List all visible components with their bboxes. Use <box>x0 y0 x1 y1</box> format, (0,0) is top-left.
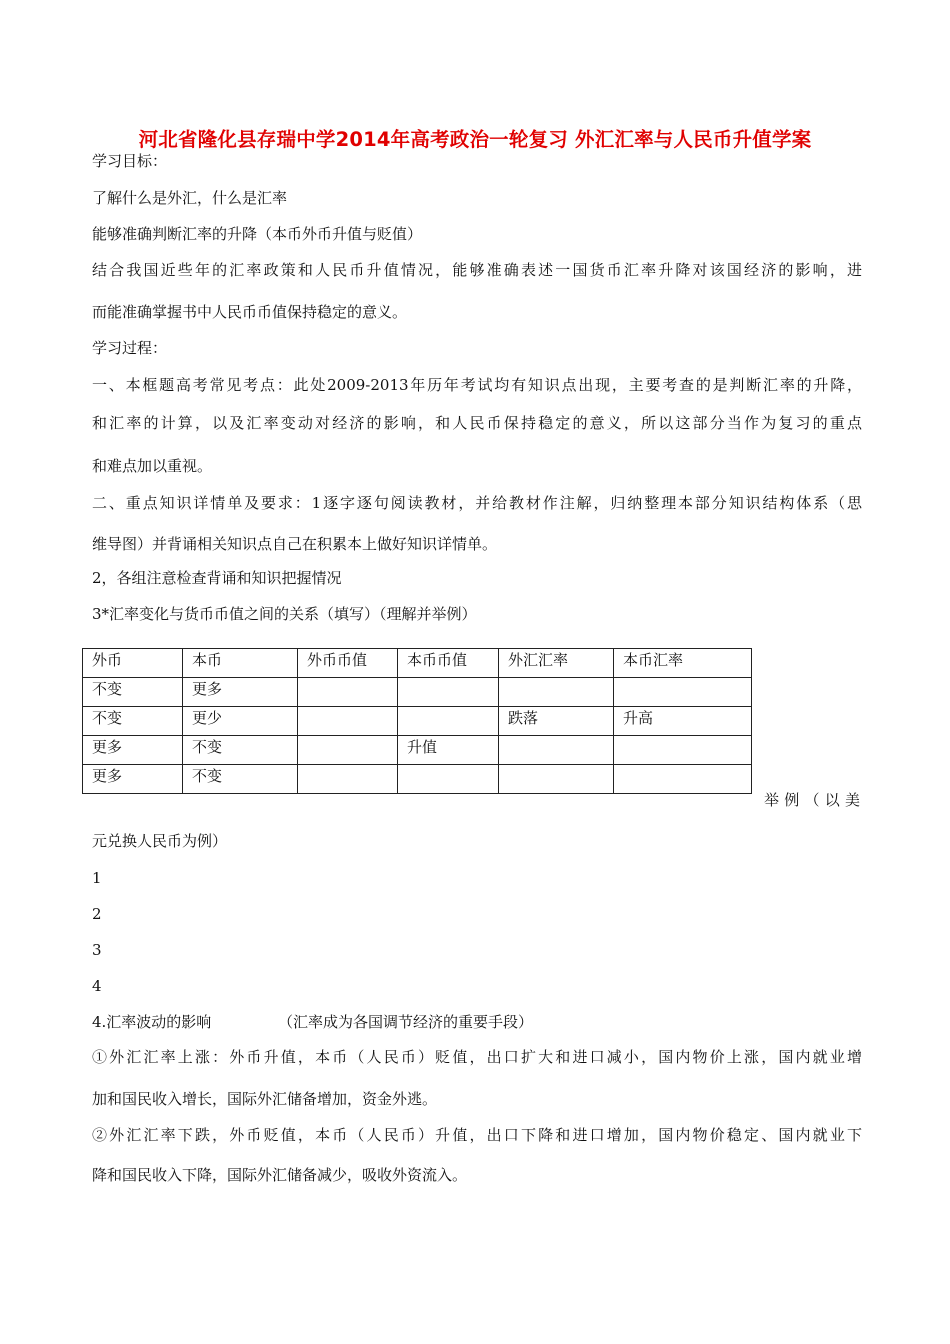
table-cell <box>614 736 752 765</box>
exchange-rate-table <box>82 648 752 794</box>
table-header-cell: 外币币值 <box>298 649 398 678</box>
table-cell: 更多 <box>83 736 183 765</box>
goal-item-3: 结合我国近些年的汇率政策和人民币升值情况，能够准确表述一国货币汇率升降对该国经济的影响，进 <box>92 261 862 279</box>
table-cell <box>398 765 499 794</box>
example-label: 举例（以美 <box>764 791 860 809</box>
table-cell: 更少 <box>183 707 298 736</box>
table-header-cell: 本币汇率 <box>614 649 752 678</box>
part1-line-2: 和汇率的计算，以及汇率变动对经济的影响，和人民币保持稳定的意义，所以这部分当作为复习的重点 <box>92 414 862 432</box>
table-cell <box>499 678 614 707</box>
goal-item-3-cont: 而能准确掌握书中人民币币值保持稳定的意义。 <box>92 303 408 321</box>
table-cell: 不变 <box>183 765 298 794</box>
table-header-row <box>83 649 752 678</box>
table-cell: 不变 <box>83 707 183 736</box>
table-cell: 升值 <box>398 736 499 765</box>
example-number-2: 2 <box>92 905 102 923</box>
table-cell <box>298 765 398 794</box>
table-row <box>83 678 752 707</box>
table-cell: 升高 <box>614 707 752 736</box>
example-label-cont: 元兑换人民币为例） <box>92 832 228 850</box>
table-cell <box>499 765 614 794</box>
table-header-cell: 外币 <box>83 649 183 678</box>
table-row <box>83 736 752 765</box>
goals-heading: 学习目标： <box>92 152 168 170</box>
section4-note: （汇率成为各国调节经济的重要手段） <box>278 1013 534 1031</box>
table-cell <box>614 678 752 707</box>
table-cell <box>614 765 752 794</box>
effect-1-line-1: ①外汇汇率上涨：外币升值，本币（人民币）贬值，出口扩大和进口减小，国内物价上涨，国内就业增 <box>92 1048 862 1066</box>
table-cell: 跌落 <box>499 707 614 736</box>
table-cell <box>298 736 398 765</box>
process-heading: 学习过程： <box>92 339 168 357</box>
table-cell <box>298 678 398 707</box>
effect-2-line-1: ②外汇汇率下跌，外币贬值，本币（人民币）升值，出口下降和进口增加，国内物价稳定、国内就业下 <box>92 1126 862 1144</box>
table-header-cell: 外汇汇率 <box>499 649 614 678</box>
table-cell <box>398 678 499 707</box>
table-cell <box>398 707 499 736</box>
section4-heading: 4.汇率波动的影响 <box>92 1013 212 1031</box>
document-title: 河北省隆化县存瑞中学2014年高考政治一轮复习 外汇汇率与人民币升值学案 <box>138 128 812 151</box>
table-header-cell: 本币币值 <box>398 649 499 678</box>
table-row <box>83 765 752 794</box>
part1-line-1: 一、本框题高考常见考点：此处2009-2013年历年考试均有知识点出现，主要考查的是判断汇率的升降， <box>92 376 862 394</box>
step-2: 2，各组注意检查背诵和知识把握情况 <box>92 569 342 587</box>
example-number-3: 3 <box>92 941 102 959</box>
table-cell: 不变 <box>83 678 183 707</box>
table-header-cell: 本币 <box>183 649 298 678</box>
table-cell <box>499 736 614 765</box>
goal-item-1: 了解什么是外汇，什么是汇率 <box>92 189 288 207</box>
table-cell: 更多 <box>183 678 298 707</box>
effect-2-line-2: 降和国民收入下降，国际外汇储备减少，吸收外资流入。 <box>92 1166 468 1184</box>
example-number-1: 1 <box>92 869 102 887</box>
part2-line-1: 二、重点知识详情单及要求：1逐字逐句阅读教材，并给教材作注解，归纳整理本部分知识结构体系（思 <box>92 494 862 512</box>
part1-line-3: 和难点加以重视。 <box>92 457 213 475</box>
table-cell <box>298 707 398 736</box>
table-cell: 不变 <box>183 736 298 765</box>
step-3: 3*汇率变化与货币币值之间的关系（填写）（理解并举例） <box>92 605 477 623</box>
effect-1-line-2: 加和国民收入增长，国际外汇储备增加，资金外逃。 <box>92 1090 438 1108</box>
table-row <box>83 707 752 736</box>
example-number-4: 4 <box>92 977 102 995</box>
part2-line-2: 维导图）并背诵相关知识点自己在积累本上做好知识详情单。 <box>92 535 498 553</box>
goal-item-2: 能够准确判断汇率的升降（本币外币升值与贬值） <box>92 225 423 243</box>
table-cell: 更多 <box>83 765 183 794</box>
